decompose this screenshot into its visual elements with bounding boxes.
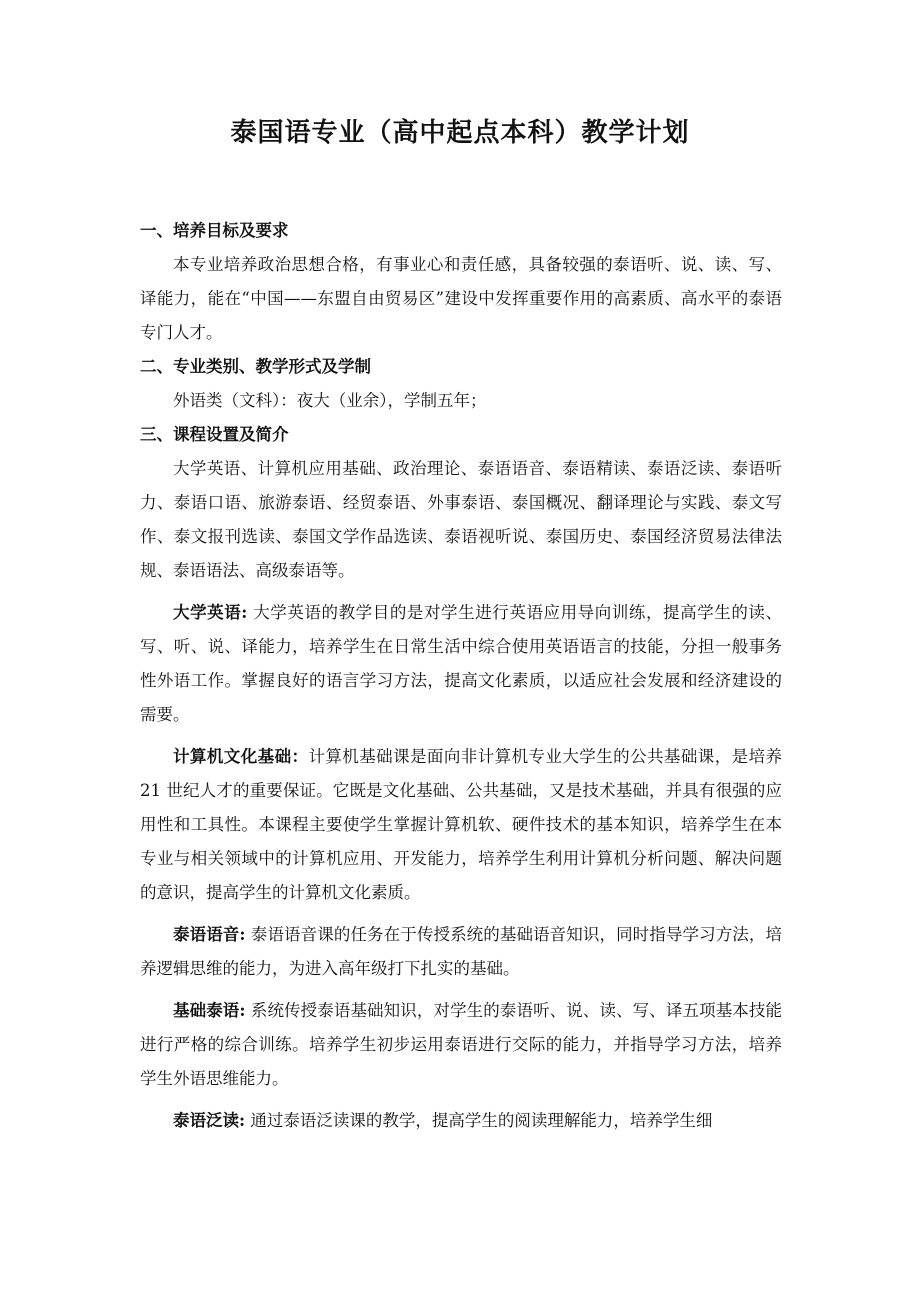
- course-name: 泰语语音:: [173, 925, 246, 944]
- course-paragraph: [140, 740, 782, 910]
- section-text-goals: 本专业培养政治思想合格，有事业心和责任感，具备较强的泰语听、说、读、写、译能力，能在“中国——东盟自由贸易区”建设中发挥重要作用的高素质、高水平的泰语专门人才。: [140, 255, 782, 342]
- page-title: 泰国语专业（高中起点本科）教学计划: [230, 118, 690, 148]
- section-heading-curriculum: 三、课程设置及简介: [140, 425, 289, 444]
- course-description: 泰语语音课的任务在于传授系统的基础语音知识，同时指导学习方法，培养逻辑思维的能力，为进入高年级打下扎实的基础。: [140, 925, 782, 978]
- course-name: 计算机文化基础：: [173, 747, 309, 766]
- course-paragraph: [140, 918, 782, 986]
- section-text-curriculum: 大学英语、计算机应用基础、政治理论、泰语语音、泰语精读、泰语泛读、泰语听力、泰语口语、旅游泰语、经贸泰语、外事泰语、泰国概况、翻译理论与实践、泰文写作、泰文报刊选读、泰国文学作品选读、泰语视听说、泰国历史、泰国经济贸易法律法规、泰语语法、高级泰语等。: [140, 459, 782, 580]
- course-description: 大学英语的教学目的是对学生进行英语应用导向训练，提高学生的读、写、听、说、译能力，培养学生在日常生活中综合使用英语语言的技能，分担一般事务性外语工作。掌握良好的语言学习方法，提高文化素质，以适应社会发展和经济建设的需要。: [140, 603, 783, 724]
- course-name: 基础泰语:: [173, 1001, 246, 1020]
- course-description: 系统传授泰语基础知识，对学生的泰语听、说、读、写、译五项基本技能进行严格的综合训练。培养学生初步运用泰语进行交际的能力，并指导学习方法，培养学生外语思维能力。: [140, 1001, 782, 1088]
- course-paragraph: [140, 596, 782, 732]
- section-text-category: 外语类（文科）：夜大（业余），学制五年；: [173, 391, 487, 410]
- document-body: [140, 214, 782, 1138]
- section-heading-goals: 一、培养目标及要求: [140, 221, 289, 240]
- course-description: 计算机基础课是面向非计算机专业大学生的公共基础课，是培养 21 世纪人才的重要保证。它既是文化基础、公共基础，又是技术基础，并具有很强的应用性和工具性。本课程主要使学生掌握计算机软、硬件技术的基本知识，培养学生在本专业与相关领域中的计算机应用、开发能力，培养学生利用计算机分析问题、解决问题的意识，提高学生的计算机文化素质。: [140, 747, 783, 902]
- course-name: 大学英语:: [173, 603, 248, 622]
- course-description: 通过泰语泛读课的教学，提高学生的阅读理解能力，培养学生细: [245, 1111, 713, 1130]
- course-name: 泰语泛读:: [173, 1111, 246, 1130]
- course-paragraph: [140, 994, 782, 1096]
- section-heading-category: 二、专业类别、教学形式及学制: [140, 357, 371, 376]
- course-paragraph: [140, 1104, 782, 1138]
